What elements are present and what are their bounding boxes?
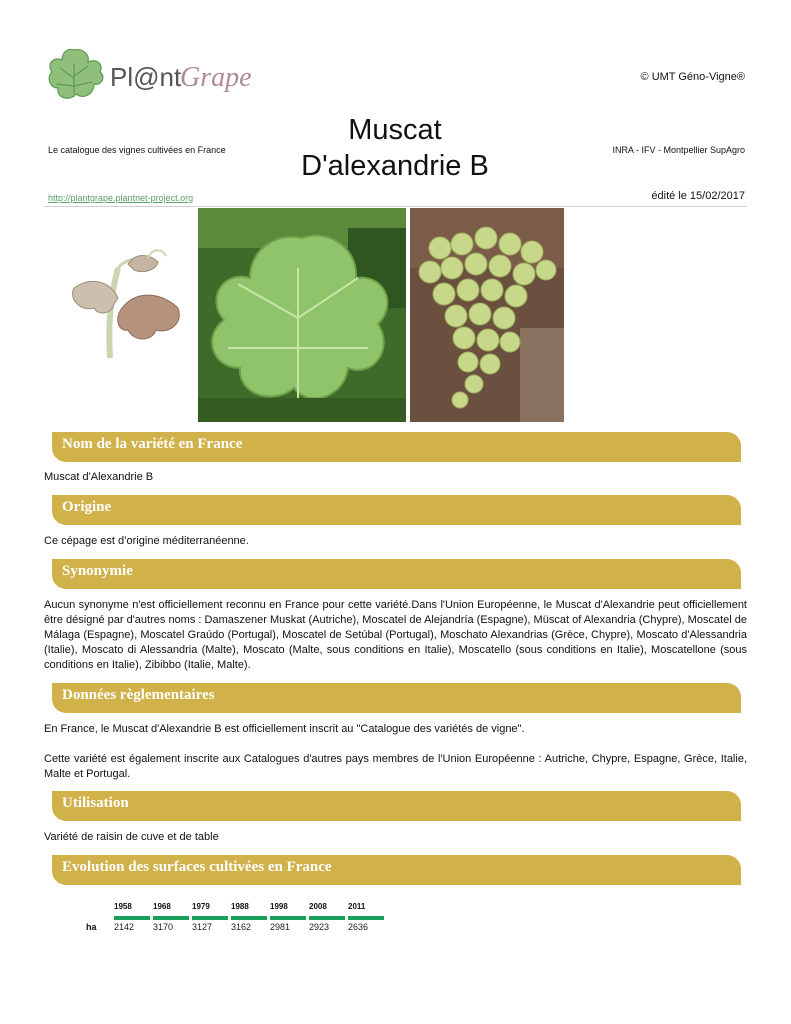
copyright-text: © UMT Géno-Vigne® <box>640 71 745 83</box>
table-year-2008: 2008 <box>309 902 327 911</box>
section-text-synonymie: Aucun synonyme n'est officiellement reconnu en France pour cette variété.Dans l'Union Européenne, le Muscat d'Alexandrie peut officiellement être désigné par d'autres noms : Damaszener Muskat (Autriche), Moscatel de Alejandría (Espagne), Müscat of Alexandria (Chypre), Moscatel de Málaga (Espagne), Moscatel Graúdo (Portugal), Moscatel de Setúbal (Portugal), Moschato Alexandrias (Grèce, Chypre), Moscato d'Alessandria (Italie), Moscato di Alessandria (Malte), Moscato (Malte, sous conditions en Italie), Moscatello (sous conditions en Italie), Moscatellone (sous conditions en Italie), Zibibbo (Italie, Malte). <box>44 599 747 671</box>
section-text-origine: Ce cépage est d’origine méditerranéenne. <box>44 535 249 547</box>
table-year-underline <box>153 916 189 920</box>
logo-text-grape: Grape <box>180 62 252 93</box>
section-heading-donnees: Données règlementaires <box>52 683 741 713</box>
section-heading-evolution: Evolution des surfaces cultivées en France <box>52 855 741 885</box>
header-divider <box>44 206 747 207</box>
section-heading-synonymie: Synonymie <box>52 559 741 589</box>
section-heading-origine: Origine <box>52 495 741 525</box>
section-text-donnees-1: En France, le Muscat d'Alexandrie B est officiellement inscrit au "Catalogue des variétés de vigne". <box>44 723 525 735</box>
table-year-underline <box>348 916 384 920</box>
title-line-2: D'alexandrie B <box>301 150 489 182</box>
table-value-2008: 2923 <box>309 922 330 932</box>
table-value-1979: 3127 <box>192 922 213 932</box>
page-title <box>230 112 560 184</box>
table-year-1998: 1998 <box>270 902 288 911</box>
grape-leaf-logo-icon <box>49 49 103 98</box>
table-year-1968: 1968 <box>153 902 171 911</box>
table-year-2011: 2011 <box>348 902 366 911</box>
table-value-1988: 3162 <box>231 922 252 932</box>
table-value-1998: 2981 <box>270 922 291 932</box>
title-line-1: Muscat <box>348 114 442 146</box>
table-year-underline <box>231 916 267 920</box>
table-year-underline <box>192 916 228 920</box>
table-year-1958: 1958 <box>114 902 132 911</box>
edition-date: édité le 15/02/2017 <box>651 190 745 202</box>
institutions-text: INRA - IFV - Montpellier SupAgro <box>612 145 745 155</box>
shoot-tip-photo <box>48 208 194 422</box>
table-year-underline <box>114 916 150 920</box>
grape-bunch-photo <box>410 208 564 422</box>
catalogue-tagline: Le catalogue des vignes cultivées en France <box>48 145 226 155</box>
logo-graphic <box>44 44 264 112</box>
table-year-underline <box>270 916 306 920</box>
section-text-utilisation: Variété de raisin de cuve et de table <box>44 831 219 843</box>
section-text-donnees-2: Cette variété est également inscrite aux Catalogues d'autres pays membres de l'Union Européenne : Autriche, Chypre, Espagne, Grèce, Italie, Malte et Portugal. <box>44 753 747 780</box>
table-value-1958: 2142 <box>114 922 135 932</box>
leaf-photo <box>198 208 406 422</box>
plantgrape-logo <box>44 44 264 112</box>
table-row-label: ha <box>86 922 97 932</box>
table-value-1968: 3170 <box>153 922 174 932</box>
section-heading-nom: Nom de la variété en France <box>52 432 741 462</box>
table-year-1988: 1988 <box>231 902 249 911</box>
section-text-nom: Muscat d'Alexandrie B <box>44 471 154 483</box>
table-year-underline <box>309 916 345 920</box>
logo-text-plant: Pl@nt <box>110 62 182 92</box>
table-value-2011: 2636 <box>348 922 369 932</box>
table-year-1979: 1979 <box>192 902 210 911</box>
section-heading-utilisation: Utilisation <box>52 791 741 821</box>
website-link[interactable]: http://plantgrape.plantnet-project.org <box>48 193 194 203</box>
